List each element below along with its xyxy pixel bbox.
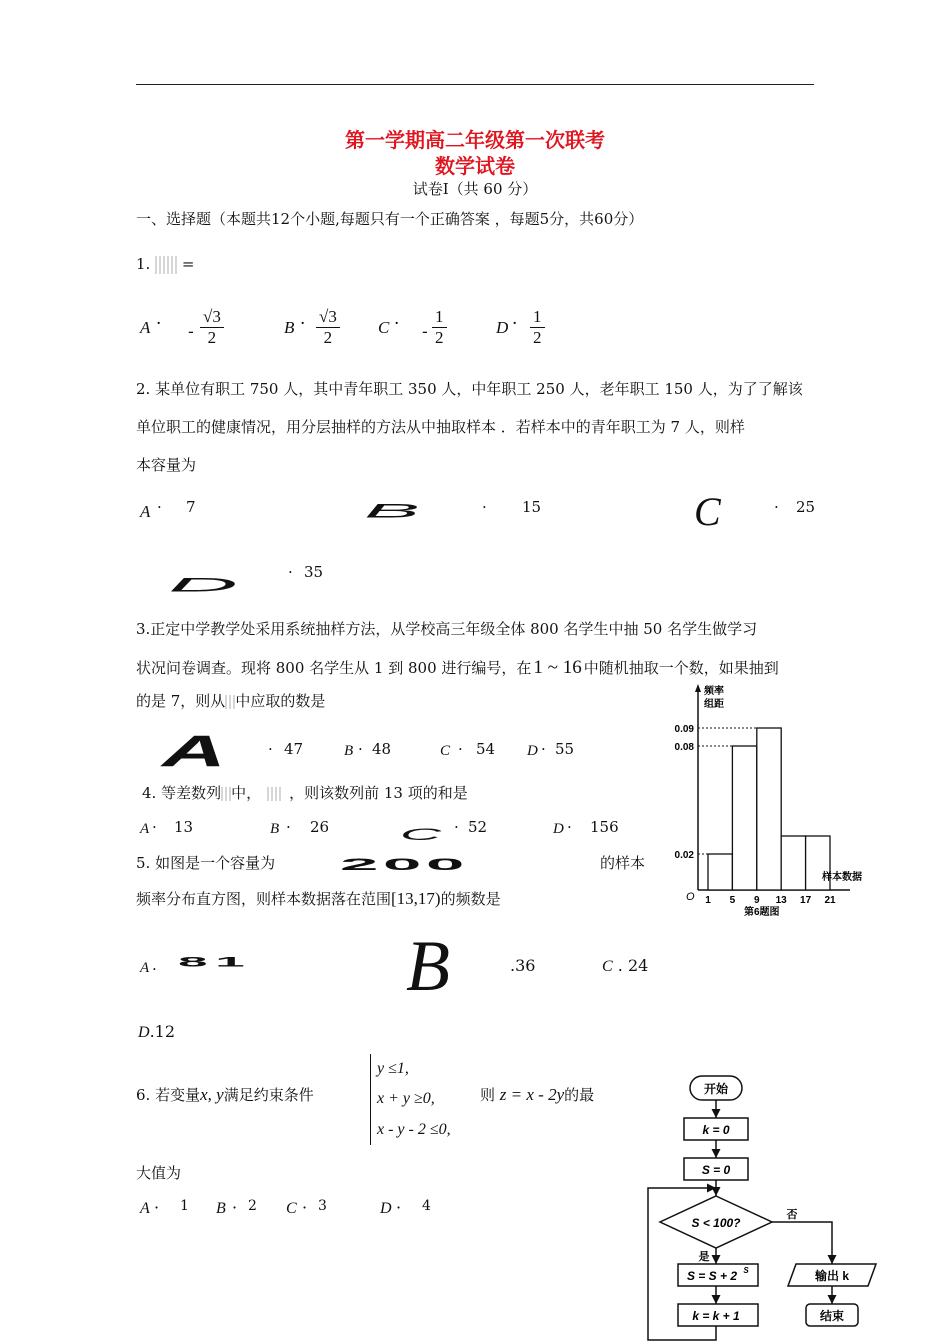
flow-s-init-label: S = 0 [701,1163,731,1177]
q3-option-a-value: 47 [284,740,304,758]
q4-text: 4. 等差数列 中， ，则该数列前 13 项的和是 [142,784,468,802]
q4-option-a-letter: A [140,821,150,837]
q5-range: [13,17) [391,889,441,908]
q1-option-a-letter: A [140,318,151,337]
q1-number: 1. [136,255,151,273]
q1-option-b-fraction: $\frac{√3}{2}$ [316,308,340,348]
histogram-y-tick: 0.09 [674,724,694,735]
histogram-origin: O [686,891,695,903]
flow-update-k-label: k = k + 1 [692,1309,740,1323]
q2-option-b-letter: B [364,500,420,522]
histogram-ylabel-top: 频率 [704,686,724,697]
flow-output-label: 输出 k [814,1269,850,1283]
histogram-x-tick: 1 [705,895,711,906]
q1-option-c-fraction: $\frac{1}{2}$ [432,308,447,348]
histogram-caption: 第6题图 [744,907,780,918]
q3-option-b-letter: B [344,743,354,759]
q1-option-d-letter: D [496,318,509,337]
histogram-bar [708,854,732,890]
histogram-x-tick: 9 [754,895,760,906]
histogram-bar [732,746,756,890]
q1-option-d-fraction: $\frac{1}{2}$ [530,308,545,348]
q5-sample-size: 200 [340,855,469,874]
q1-expression-image [155,256,177,274]
exam-subtitle: 数学试卷 [435,154,515,178]
question-1 [136,256,194,274]
q6-option-d-value: 4 [422,1198,431,1214]
q5-option-c: C . 24 [602,956,649,975]
q3-range: 1 ~ 16 [533,657,582,678]
histogram-y-tick: 0.02 [674,850,694,861]
flow-no-label: 否 [786,1209,798,1221]
q3-line-2: 状况问卷调查。现将 800 名学生从 1 到 800 进行编号，在 1 ~ 16 中随机抽取一个数，如果抽到 [136,657,779,678]
q2-option-d-letter: D [168,573,238,596]
q2-option-c-value: 25 [796,498,816,516]
q4-option-b-value: 26 [310,818,330,836]
flow-start-label: 开始 [703,1082,729,1096]
histogram-x-tick: 5 [729,895,736,906]
histogram-x-tick: 17 [800,895,812,906]
q3-option-d-letter: D [527,743,538,759]
q1-equals: = [181,255,195,273]
q5-text-a: 5. 如图是一个容量为 [136,854,276,872]
q4-option-c-letter: C [400,825,442,844]
histogram-y-arrow [695,684,701,692]
q5-line-2: 频率分布直方图，则样本数据落在范围[13,17)的频数是 [136,889,501,908]
flow-condition-label: S < 100? [691,1216,741,1230]
q1-option-c-sign: - [422,322,428,342]
q2-option-a-value: 7 [186,498,196,516]
q3-option-c-value: 54 [476,740,496,758]
q6-objective: 则 z = x - 2y的最 [480,1085,595,1104]
q2-line-1: 2. 某单位有职工 750 人，其中青年职工 350 人，中年职工 250 人，老年职工 150 人，为了了解该 [136,380,803,398]
paper-part: 试卷Ⅰ（共 60 分） [412,180,538,198]
exam-title: 第一学期高二年级第一次联考 [345,128,605,152]
histogram-x-tick: 13 [775,895,787,906]
flowchart-figure [640,1072,900,1344]
q2-line-2: 单位职工的健康情况，用分层抽样的方法从中抽取样本 ．若样本中的青年职工为 7 人，则样 [136,418,745,436]
flow-k-init-label: k = 0 [702,1123,730,1137]
q6-constraint-3: x - y - 2 ≤0, [377,1120,451,1138]
histogram-ylabel-bottom: 组距 [704,699,724,710]
q5-option-b-value: .36 [510,956,536,975]
q3-line-1: 3.正定中学教学处采用系统抽样方法，从学校高三年级全体 800 名学生中抽 50 名学生做学习 [136,620,758,638]
flow-update-s-label: S = S + 2 [686,1269,738,1283]
histogram-figure [662,680,882,920]
q4-option-b-letter: B [270,821,280,837]
q5-option-a-value: 81 [178,954,253,970]
q2-line-3: 本容量为 [136,456,197,474]
q6-constraints [370,1054,451,1145]
q6-option-a-value: 1 [180,1198,189,1214]
q5-option-d: D.12 [138,1022,176,1041]
q1-option-a-fraction: $\frac{√3}{2}$ [200,308,224,348]
section-heading: 一、选择题（本题共12个小题,每题只有一个正确答案 ，每题5分，共60分） [136,210,644,228]
q6-option-b-letter: B [216,1200,226,1217]
q6-text: 6. 若变量x, y满足约束条件 [136,1085,314,1104]
histogram-xlabel: 样本数据 [822,872,862,883]
q2-option-a-letter: A [140,502,151,521]
q3-option-c-letter: C [440,743,451,759]
q3-option-a-letter: A [162,727,226,777]
q2-option-d-value: 35 [304,563,324,581]
q6-line-2: 大值为 [136,1164,182,1182]
histogram-bar [757,728,781,890]
q6-option-c-value: 3 [318,1198,327,1214]
q2-option-c-letter: C [694,489,721,534]
q4-option-c-value: 52 [468,818,488,836]
histogram-bar [781,836,805,890]
q6-option-b-value: 2 [248,1198,257,1214]
flow-yes-label: 是 [698,1251,710,1263]
q3-line-3: 的是 7，则从 中应取的数是 [136,692,326,710]
flow-end-label: 结束 [819,1309,845,1323]
header-rule [136,84,814,85]
q5-option-a-letter: A [140,960,150,976]
q6-option-a-letter: A [140,1200,150,1217]
q6-option-c-letter: C [286,1200,297,1217]
q5-option-b-letter: B [406,926,450,1006]
q6-constraint-1: y ≤1, [377,1060,409,1077]
histogram-y-tick: 0.08 [674,742,694,753]
q1-option-b-letter: B [284,318,295,337]
flow-update-s-exponent: S [743,1266,749,1275]
q3-option-d-value: 55 [555,740,575,758]
q4-option-d-value: 156 [590,818,619,836]
q5-text-b: 的样本 [600,854,646,872]
q6-constraint-2: x + y ≥0, [377,1090,435,1108]
q3-option-b-value: 48 [372,740,392,758]
q1-option-c-letter: C [378,318,390,337]
histogram-x-tick: 21 [824,895,836,906]
q2-option-b-value: 15 [522,498,542,516]
q4-option-d-letter: D [553,821,564,837]
q1-option-a-sign: - [188,322,194,342]
q4-option-a-value: 13 [174,818,194,836]
q6-option-d-letter: D [380,1200,392,1217]
